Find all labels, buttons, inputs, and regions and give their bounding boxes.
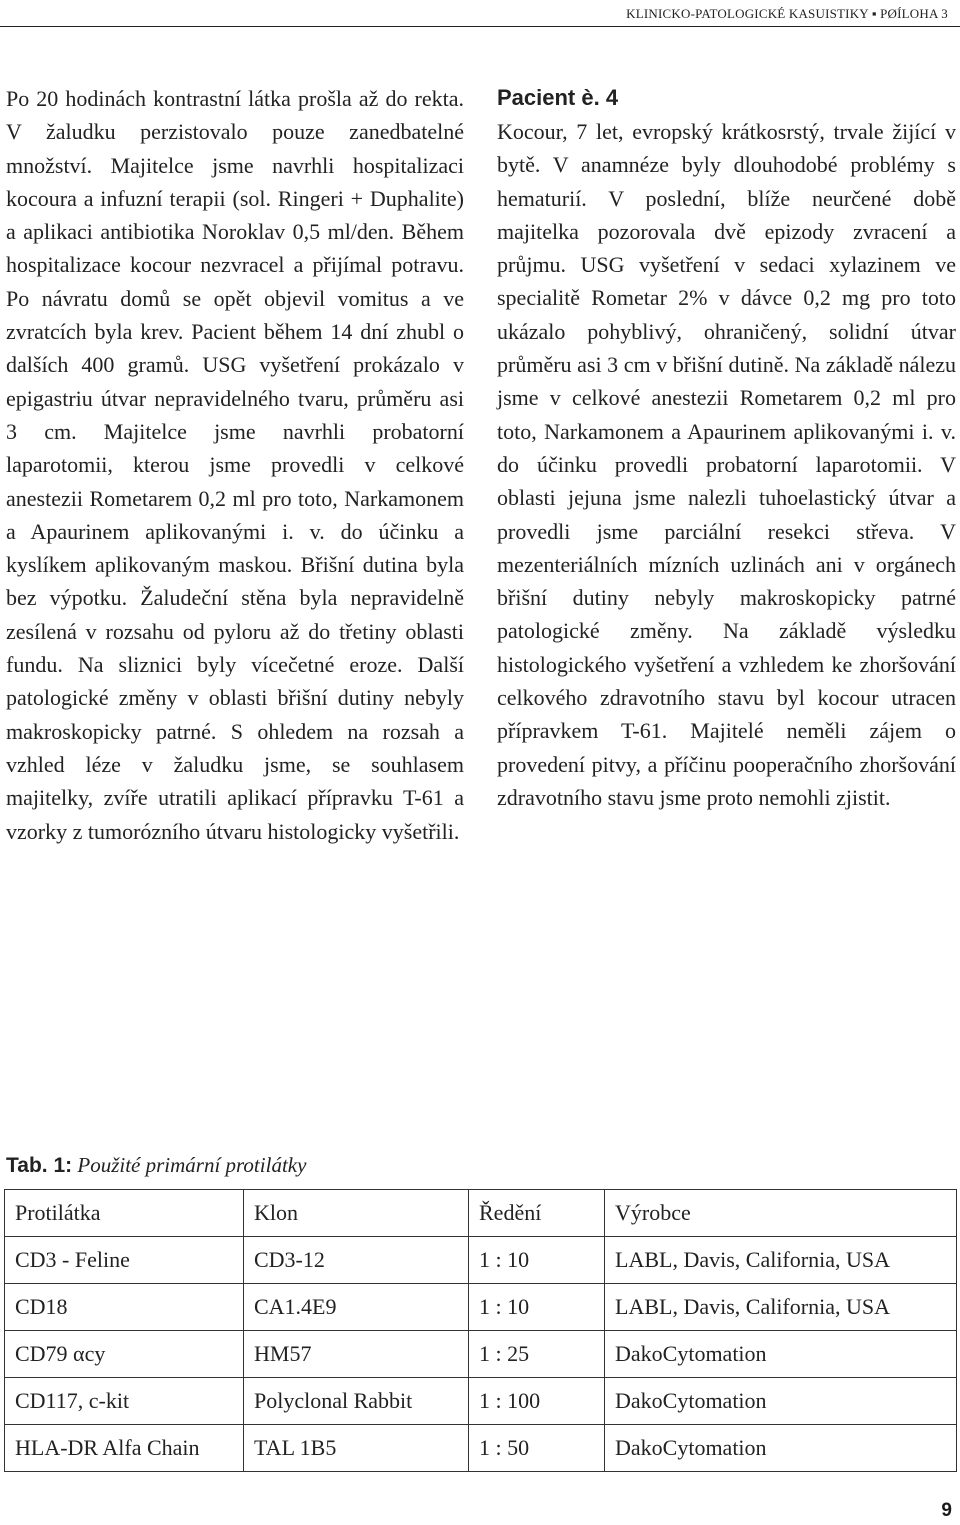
table-cell: CD3 - Feline — [5, 1237, 244, 1284]
table-caption — [6, 1153, 306, 1178]
table-cell: 1 : 100 — [469, 1378, 605, 1425]
table-header-cell: Ředění — [469, 1190, 605, 1237]
table-cell: 1 : 50 — [469, 1425, 605, 1472]
table-cell: HM57 — [244, 1331, 469, 1378]
page-number: 9 — [941, 1500, 952, 1521]
table-caption-text: Použité primární protilátky — [77, 1153, 307, 1177]
table-header-cell: Výrobce — [605, 1190, 957, 1237]
table-header-cell: Klon — [244, 1190, 469, 1237]
table-row — [5, 1331, 957, 1378]
table-cell: CA1.4E9 — [244, 1284, 469, 1331]
table-cell: CD3-12 — [244, 1237, 469, 1284]
header-rule — [0, 26, 960, 27]
left-column — [6, 82, 464, 848]
table-cell: LABL, Davis, California, USA — [605, 1237, 957, 1284]
table-cell: CD18 — [5, 1284, 244, 1331]
table-cell: CD79 αcy — [5, 1331, 244, 1378]
table-header-cell: Protilátka — [5, 1190, 244, 1237]
table-row — [5, 1378, 957, 1425]
table-caption-label: Tab. 1: — [6, 1154, 73, 1177]
table-row — [5, 1425, 957, 1472]
running-header — [0, 0, 960, 28]
table-cell: DakoCytomation — [605, 1378, 957, 1425]
table-cell: HLA-DR Alfa Chain — [5, 1425, 244, 1472]
right-column-text: Kocour, 7 let, evropský krátkosrstý, trvale žijící v bytě. V anamnéze byly dlouhodobé problémy s hematurií. V poslední, blíže neurčené době majitelka pozorovala dvě epizody zvracení a průjmu. USG vyšetření v sedaci xylazinem ve specialitě Rometar 2% v dávce 0,2 mg pro toto ukázalo pohyblivý, ohraničený, solidní útvar průměru asi 3 cm v břišní dutině. Na základě nálezu jsme v celkové anestezii Rometarem 0,2 ml pro toto, Narkamonem a Apaurinem aplikovanými i. v. do účinku provedli probatorní laparotomii. V oblasti jejuna jsme nalezli tuhoelastický útvar a provedli jsme parciální resekci střeva. V mezenteriálních mízních uzlinách ani v orgánech břišní dutiny nebyly makroskopicky patrné patologické změny. Na základě výsledku histologického vyšetření a vzhledem ke zhoršování celkového zdravotního stavu byl kocour utracen přípravkem T-61. Majitelé neměli zájem o provedení pitvy, a příčinu pooperačního zhoršování zdravotního stavu jsme proto nemohli zjistit. — [497, 119, 956, 810]
table-row — [5, 1237, 957, 1284]
right-column — [497, 84, 956, 814]
table-cell: 1 : 25 — [469, 1331, 605, 1378]
left-column-text: Po 20 hodinách kontrastní látka prošla až do rekta. V žaludku perzistovalo pouze zanedbatelné množství. Majitelce jsme navrhli hospitalizaci kocoura a infuzní terapii (sol. Ringeri + Duphalite) a aplikaci antibiotika Noroklav 0,5 ml/den. Během hospitalizace kocour nezvracel a přijímal potravu. Po návratu domů se opět objevil vomitus a ve zvratcích byla krev. Pacient během 14 dní zhubl o dalších 400 gramů. USG vyšetření prokázalo v epigastriu útvar nepravidelného tvaru, průměru asi 3 cm. Majitelce jsme navrhli probatorní laparotomii, kterou jsme provedli v celkové anestezii Rometarem 0,2 ml pro toto, Narkamonem a Apaurinem aplikovanými i. v. do účinku a kyslíkem aplikovaným maskou. Břišní dutina byla bez výpotku. Žaludeční stěna byla nepravidelně zesílená v rozsahu od pyloru až do třetiny oblasti fundu. Na sliznici byly vícečetné eroze. Další patologické změny v oblasti břišní dutiny nebyly makroskopicky patrné. S ohledem na rozsah a vzhled léze v žaludku jsme, se souhlasem majitelky, zvíře utratili aplikací přípravku T-61 a vzorky z tumorózního útvaru histologicky vyšetřili. — [6, 86, 464, 844]
table-cell: 1 : 10 — [469, 1237, 605, 1284]
patient-heading: Pacient è. 4 — [497, 85, 619, 110]
table-cell: TAL 1B5 — [244, 1425, 469, 1472]
table-header-row — [5, 1190, 957, 1237]
antibody-table — [4, 1189, 957, 1472]
table-cell: 1 : 10 — [469, 1284, 605, 1331]
table-cell: Polyclonal Rabbit — [244, 1378, 469, 1425]
table-cell: DakoCytomation — [605, 1425, 957, 1472]
table-cell: LABL, Davis, California, USA — [605, 1284, 957, 1331]
running-title: KLINICKO-PATOLOGICKÉ KASUISTIKY ▪ PØÍLOHA 3 — [626, 6, 948, 21]
table-cell: DakoCytomation — [605, 1331, 957, 1378]
table-row — [5, 1284, 957, 1331]
table-cell: CD117, c-kit — [5, 1378, 244, 1425]
